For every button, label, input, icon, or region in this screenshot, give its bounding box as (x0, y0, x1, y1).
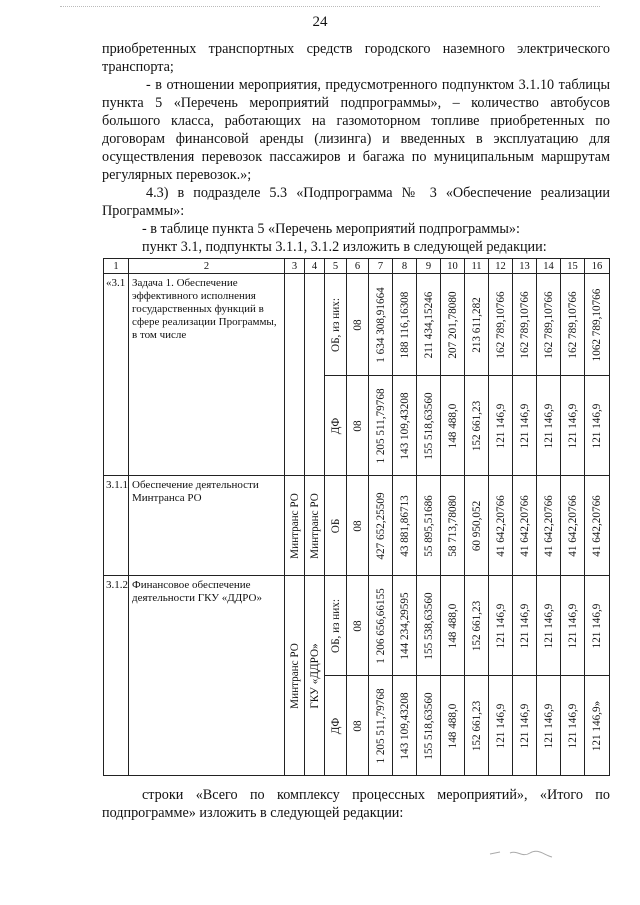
value-cell: 121 146,9 (537, 676, 561, 776)
header-cell: 16 (585, 259, 610, 274)
source-cell: ОБ (325, 476, 347, 576)
value-cell: 152 661,23 (465, 676, 489, 776)
paragraph: - в таблице пункта 5 «Перечень мероприятий подпрограммы»: (142, 221, 520, 237)
table-row (104, 576, 610, 676)
participant-cell (305, 274, 325, 476)
value-cell: 148 488,0 (441, 576, 465, 676)
value-cell: 162 789,10766 (513, 274, 537, 376)
value-cell: 188 116,16308 (393, 274, 417, 376)
table-row (104, 274, 610, 376)
item-code: «3.1 (104, 274, 129, 476)
value-cell: 1 205 511,79768 (369, 376, 393, 476)
header-cell: 8 (393, 259, 417, 274)
header-cell: 15 (561, 259, 585, 274)
value-cell: 43 881,86713 (393, 476, 417, 576)
header-cell: 2 (129, 259, 285, 274)
value-cell: 41 642,20766 (561, 476, 585, 576)
value-cell: 41 642,20766 (585, 476, 610, 576)
header-cell: 6 (347, 259, 369, 274)
value-cell: 148 488,0 (441, 676, 465, 776)
closing-paragraph (102, 786, 610, 822)
paragraph: 4.3) в подразделе 5.3 «Подпрограмма № 3 «Обеспечение реализации Программы»: (102, 185, 610, 219)
executor-cell: Минтранс РО (285, 476, 305, 576)
item-name: Задача 1. Обеспечение эффективного исполнения государственных функций в сфере реализации Программы, в том числе (129, 274, 285, 476)
header-cell: 10 (441, 259, 465, 274)
header-cell: 1 (104, 259, 129, 274)
header-cell: 7 (369, 259, 393, 274)
paragraph: строки «Всего по комплексу процессных мероприятий», «Итого по подпрограмме» изложить в следующей редакции: (102, 787, 610, 821)
scan-artifact (60, 6, 600, 11)
value-cell: 121 146,9 (585, 376, 610, 476)
header-cell: 14 (537, 259, 561, 274)
source-cell: ОБ, из них: (325, 274, 347, 376)
value-cell: 121 146,9 (585, 576, 610, 676)
executor-cell: Минтранс РО (285, 576, 305, 776)
item-name: Обеспечение деятельности Минтранса РО (129, 476, 285, 576)
paragraph: приобретенных транспортных средств городского наземного электрического транспорта; (102, 41, 610, 75)
value-cell: 121 146,9 (561, 576, 585, 676)
value-cell: 211 434,15246 (417, 274, 441, 376)
measures-table (103, 258, 610, 776)
value-cell: 1 634 308,91664 (369, 274, 393, 376)
table-row (104, 476, 610, 576)
value-cell: 1 205 511,79768 (369, 676, 393, 776)
value-cell: 162 789,10766 (561, 274, 585, 376)
value-cell: 143 109,43208 (393, 376, 417, 476)
value-cell: 121 146,9 (513, 676, 537, 776)
code-cell: 08 (347, 274, 369, 376)
value-cell: 1062 789,10766 (585, 274, 610, 376)
code-cell: 08 (347, 376, 369, 476)
value-cell: 152 661,23 (465, 576, 489, 676)
value-cell: 121 146,9 (537, 576, 561, 676)
executor-cell (285, 274, 305, 476)
value-cell: 144 234,29595 (393, 576, 417, 676)
item-code: 3.1.2 (104, 576, 129, 776)
value-cell: 155 518,63560 (417, 376, 441, 476)
value-cell: 427 652,25509 (369, 476, 393, 576)
body-text (102, 40, 610, 256)
source-cell: ДФ (325, 376, 347, 476)
source-cell: ДФ (325, 676, 347, 776)
value-cell: 55 895,51686 (417, 476, 441, 576)
code-cell: 08 (347, 476, 369, 576)
value-cell: 207 201,78080 (441, 274, 465, 376)
header-cell: 3 (285, 259, 305, 274)
value-cell: 152 661,23 (465, 376, 489, 476)
item-name: Финансовое обеспечение деятельности ГКУ «ДДРО» (129, 576, 285, 776)
header-cell: 13 (513, 259, 537, 274)
value-cell: 121 146,9 (489, 576, 513, 676)
value-cell: 121 146,9 (513, 576, 537, 676)
paragraph: пункт 3.1, подпункты 3.1.1, 3.1.2 изложить в следующей редакции: (142, 239, 547, 255)
value-cell: 162 789,10766 (537, 274, 561, 376)
item-code: 3.1.1 (104, 476, 129, 576)
value-cell: 121 146,9 (561, 676, 585, 776)
value-cell: 121 146,9 (537, 376, 561, 476)
value-cell: 148 488,0 (441, 376, 465, 476)
signature-mark (488, 846, 558, 860)
value-cell: 143 109,43208 (393, 676, 417, 776)
signature-squiggle-icon (488, 846, 558, 860)
header-cell: 5 (325, 259, 347, 274)
value-cell: 121 146,9 (513, 376, 537, 476)
participant-cell: ГКУ «ДДРО» (305, 576, 325, 776)
code-cell: 08 (347, 676, 369, 776)
value-cell: 155 538,63560 (417, 576, 441, 676)
value-cell: 162 789,10766 (489, 274, 513, 376)
value-cell: 41 642,20766 (489, 476, 513, 576)
header-cell: 12 (489, 259, 513, 274)
header-cell: 9 (417, 259, 441, 274)
page-number: 24 (312, 14, 328, 30)
paragraph: - в отношении мероприятия, предусмотренного подпунктом 3.1.10 таблицы пункта 5 «Перечень мероприятий подпрограммы», – количество автобусов большого класса, работающих на газомоторном топливе приобретенных по договорам финансовой аренды (лизинга) и введенных в эксплуатацию для осуществления перевозок пассажиров и багажа по муниципальным маршрутам регулярных перевозок.»; (102, 77, 610, 183)
value-cell: 121 146,9 (489, 376, 513, 476)
value-cell: 41 642,20766 (537, 476, 561, 576)
code-cell: 08 (347, 576, 369, 676)
header-cell: 11 (465, 259, 489, 274)
table-header-row (104, 259, 610, 274)
source-cell: ОБ, из них: (325, 576, 347, 676)
value-cell: 41 642,20766 (513, 476, 537, 576)
value-cell: 1 206 656,66155 (369, 576, 393, 676)
header-cell: 4 (305, 259, 325, 274)
value-cell: 58 713,78080 (441, 476, 465, 576)
value-cell: 121 146,9 (561, 376, 585, 476)
value-cell: 121 146,9 (489, 676, 513, 776)
participant-cell: Минтранс РО (305, 476, 325, 576)
value-cell: 155 518,63560 (417, 676, 441, 776)
value-cell: 213 611,282 (465, 274, 489, 376)
value-cell: 60 950,052 (465, 476, 489, 576)
value-cell: 121 146,9» (585, 676, 610, 776)
